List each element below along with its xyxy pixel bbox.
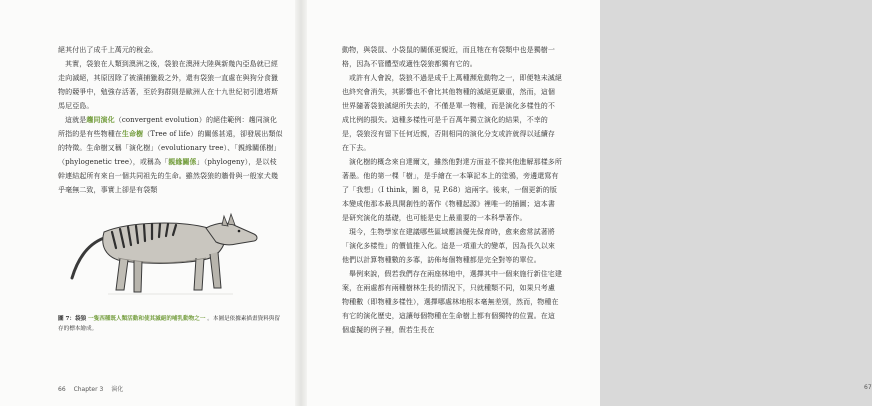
figure-caption-text: 。本圖是依據素描畫資料與留存的標本繪成。 <box>58 316 280 332</box>
thylacine-illustration <box>68 198 278 308</box>
text-run: （Tree of life）的關係甚遠，卻發展出類似的特徵。生命樹又稱「演化樹」（evolutionary tree）、「親緣關係樹」（phylogenetic tree），或稱為「 <box>58 130 283 166</box>
paragraph <box>342 71 562 155</box>
text-run: 演化樹的概念來自達爾文，雖然他對達方面並不像其他進解那樣多所著墨。他的第一棵「樹」，是手繪在一本筆記本上的塗鴉，旁邊還寫有了「我想」（I think，圖 8，見 P.68）這兩字。後來，一個更新的版本變成他那本最具開創性的著作《物種起源》裡唯一的插圖；這本書是研究演化的基礎，也可能是史上最重要的一本科學著作。 <box>342 158 562 222</box>
highlighted-term: 趨同演化 <box>86 115 115 124</box>
running-head-chapter: Chapter 3 <box>73 386 104 393</box>
figure-caption <box>58 314 283 334</box>
left-body-text <box>58 43 283 197</box>
text-run: 其實，袋狼在人類到澳洲之後，袋狼在澳洲大陸與新幾內亞島就已經走向滅絕，其原因除了被濱捕獵殺之外，還有袋狼一直處在與狗分食獵物的競爭中，勉強存活著，至於狗群則是歐洲人在十九世紀初引進塔斯馬尼亞島。 <box>58 60 279 110</box>
figure-title: 一隻西種既人類活動和使其滅絕的哺乳動物之一 <box>88 316 206 322</box>
text-run: 或許有人會說，袋狼不過是成千上萬種瀕危動物之一，即便牠未滅絕也終究會消失，其影響也不會比其他物種的滅絕更嚴重，然而，這個世界隨著袋狼滅絕所失去的，不僅是單一物種，而是演化多樣性的不成比例的損失。這種多樣性可是千百萬年獨立演化的結果，不幸的是，袋狼沒有留下任何近親，否則相同的演化分支或許就得以延續存在下去。 <box>342 74 562 152</box>
text-run: 」（phylogeny），是以枝幹連結起所有來自一個共同祖先的生命。雖然袋狼的牆骨與一般家犬幾乎毫無二致，事實上卻是有袋類 <box>58 158 279 194</box>
figure-label: 圖 7：袋狼 <box>58 316 87 322</box>
paragraph <box>342 267 562 337</box>
right-page-number: 67 <box>864 384 872 391</box>
paragraph <box>342 225 562 267</box>
paragraph <box>342 155 562 225</box>
left-page <box>0 0 298 406</box>
running-head-title: 演化 <box>111 386 124 393</box>
highlighted-term: 生命樹 <box>121 129 144 138</box>
text-run: 舉例來說，假若我們存在兩座林地中，選擇其中一個來施行新住宅建案，在兩處都有兩種樹林生長的情況下，只就種類不同，如果只考慮物種數（即物種多樣性），選擇哪處林地根本毫無差別，然而，物種在有它的演化歷史，這讓每個物種在生命樹上都有個獨特的位置。在這個虛擬的例子裡，假若生長在 <box>342 270 562 334</box>
text-run: 絕其付出了成千上萬元的稅金。 <box>58 46 158 54</box>
text-run: 這就是 <box>65 116 87 124</box>
paragraph <box>58 57 283 113</box>
text-run: 現今，生物學家在建議哪些區域應該優先保育時，愈來愈常試著將「演化多樣性」的價值推入化。這是一項重大的變革，因為長久以來他們以計算物種數的多寡，訪佈每個物種都是完全對等的單位。 <box>342 228 555 264</box>
right-page <box>302 0 872 406</box>
text-run: 動物，與袋鼠、小袋鼠的關係更親近，而且牠在有袋類中也是獨樹一格，因為不管體型或適性袋狼都獨有它的。 <box>342 46 555 68</box>
left-folio <box>58 384 129 393</box>
left-page-number: 66 <box>58 386 66 393</box>
highlighted-term: 親緣關係 <box>168 157 197 166</box>
paragraph <box>58 43 283 57</box>
paragraph <box>342 43 562 71</box>
paragraph <box>58 113 283 197</box>
right-body-text <box>342 43 562 337</box>
text-run: （convergent evolution）的絕佳範例：趨同演化所指的是有些物種在 <box>58 116 278 138</box>
